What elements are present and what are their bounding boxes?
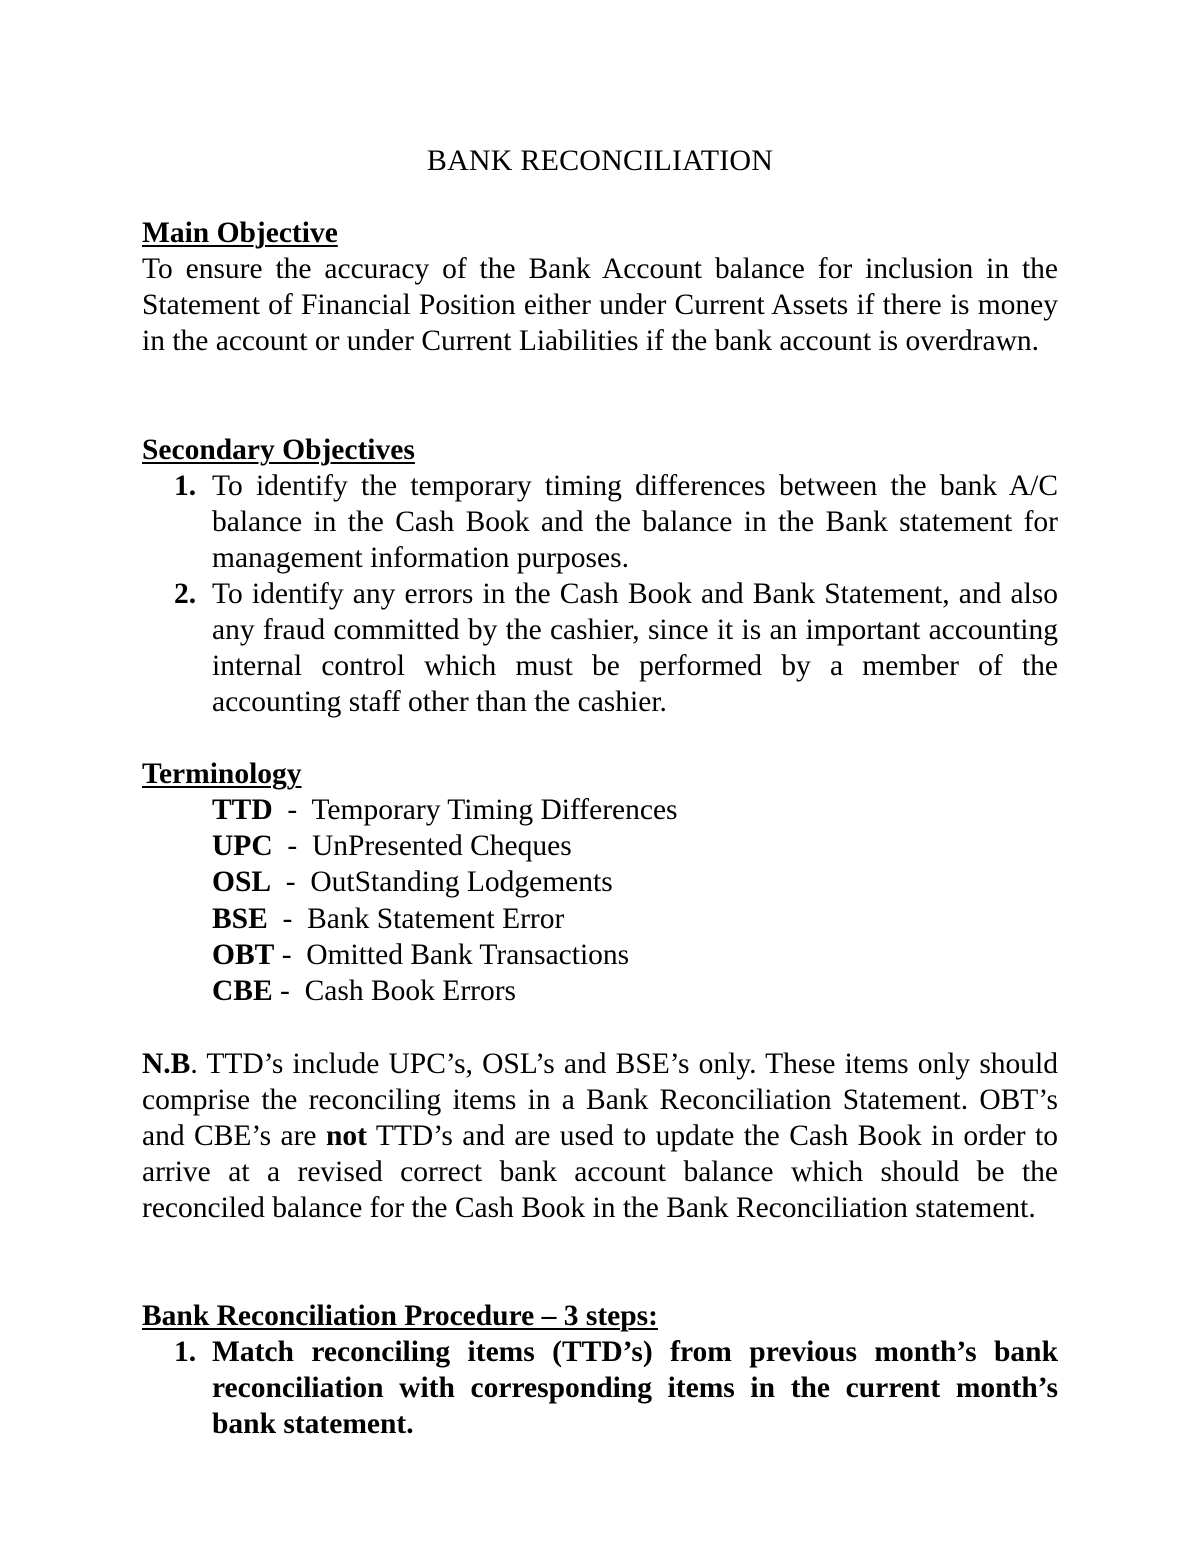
term-row (212, 828, 1012, 864)
term-meaning: Temporary Timing Differences (311, 794, 678, 826)
list-item-number: 1. (174, 1336, 197, 1368)
procedure-heading: Bank Reconciliation Procedure – 3 steps: (142, 1300, 658, 1332)
main-objective-text: To ensure the accuracy of the Bank Account balance for inclusion in the Statement of Financial Position either under Current Assets if there is money in the account or under Current Liabilities if the bank account is overdrawn. (142, 253, 1058, 357)
term-separator: - (272, 975, 305, 1008)
main-objective-heading: Main Objective (142, 217, 338, 249)
nb-emphasis: not (325, 1120, 367, 1152)
terminology-heading-block (142, 756, 1058, 792)
term-separator: - (267, 902, 308, 935)
procedure-steps-list (142, 1334, 1058, 1442)
procedure-heading-block (142, 1298, 1058, 1334)
document-title: BANK RECONCILIATION (426, 144, 774, 177)
list-item-text: To identify any errors in the Cash Book and Bank Statement, and also any fraud committed by the cashier, since it is an important accounting internal control which must be performed by a member of the accounting staff other than the cashier. (212, 578, 1058, 718)
secondary-objectives-heading-block (142, 432, 1058, 468)
secondary-objectives-list (142, 468, 1058, 720)
term-separator: - (272, 830, 312, 863)
main-objective-section (142, 215, 1058, 359)
term-abbreviation: BSE (212, 902, 268, 935)
term-meaning: Cash Book Errors (304, 975, 517, 1008)
term-meaning: OutStanding Lodgements (310, 866, 613, 899)
term-separator: - (271, 866, 311, 899)
nb-text-part-2: TTD’s and are used to update the Cash Book in order to arrive at a revised correct bank account balance which should be the reconciled balance for the Cash Book in the Bank Reconciliation statement. (142, 1120, 1059, 1224)
term-separator: - (274, 938, 307, 971)
term-abbreviation: TTD (212, 794, 273, 826)
nb-paragraph (142, 1046, 1058, 1226)
term-row (212, 864, 1012, 900)
terminology-heading: Terminology (142, 758, 302, 790)
term-meaning: Omitted Bank Transactions (306, 938, 630, 971)
term-abbreviation: OSL (212, 866, 272, 899)
list-item (142, 576, 1058, 720)
nb-label: N.B (142, 1048, 191, 1080)
list-item (142, 468, 1058, 576)
term-row (212, 973, 1012, 1009)
list-item-number: 1. (174, 470, 197, 502)
term-abbreviation: CBE (212, 975, 273, 1008)
list-item (142, 1334, 1058, 1442)
nb-text-part-1: . TTD’s include UPC’s, OSL’s and BSE’s only. These items only should comprise the reconciling items in a Bank Reconciliation Statement. OBT’s and CBE’s are (142, 1048, 1058, 1152)
term-row (212, 792, 1012, 828)
term-separator: - (272, 794, 312, 826)
term-abbreviation: OBT (212, 938, 275, 971)
term-meaning: UnPresented Cheques (311, 830, 572, 863)
list-item-number: 2. (174, 578, 197, 610)
term-abbreviation: UPC (212, 830, 273, 863)
secondary-objectives-heading: Secondary Objectives (142, 434, 415, 466)
term-row (212, 901, 1012, 937)
terminology-list (212, 792, 1012, 1009)
list-item-text: Match reconciling items (TTD’s) from previous month’s bank reconciliation with corresponding items in the current month’s bank statement. (212, 1336, 1058, 1440)
term-meaning: Bank Statement Error (307, 902, 565, 935)
list-item-text: To identify the temporary timing differences between the bank A/C balance in the Cash Book and the balance in the Bank statement for management information purposes. (212, 470, 1058, 574)
term-row (212, 937, 1012, 973)
